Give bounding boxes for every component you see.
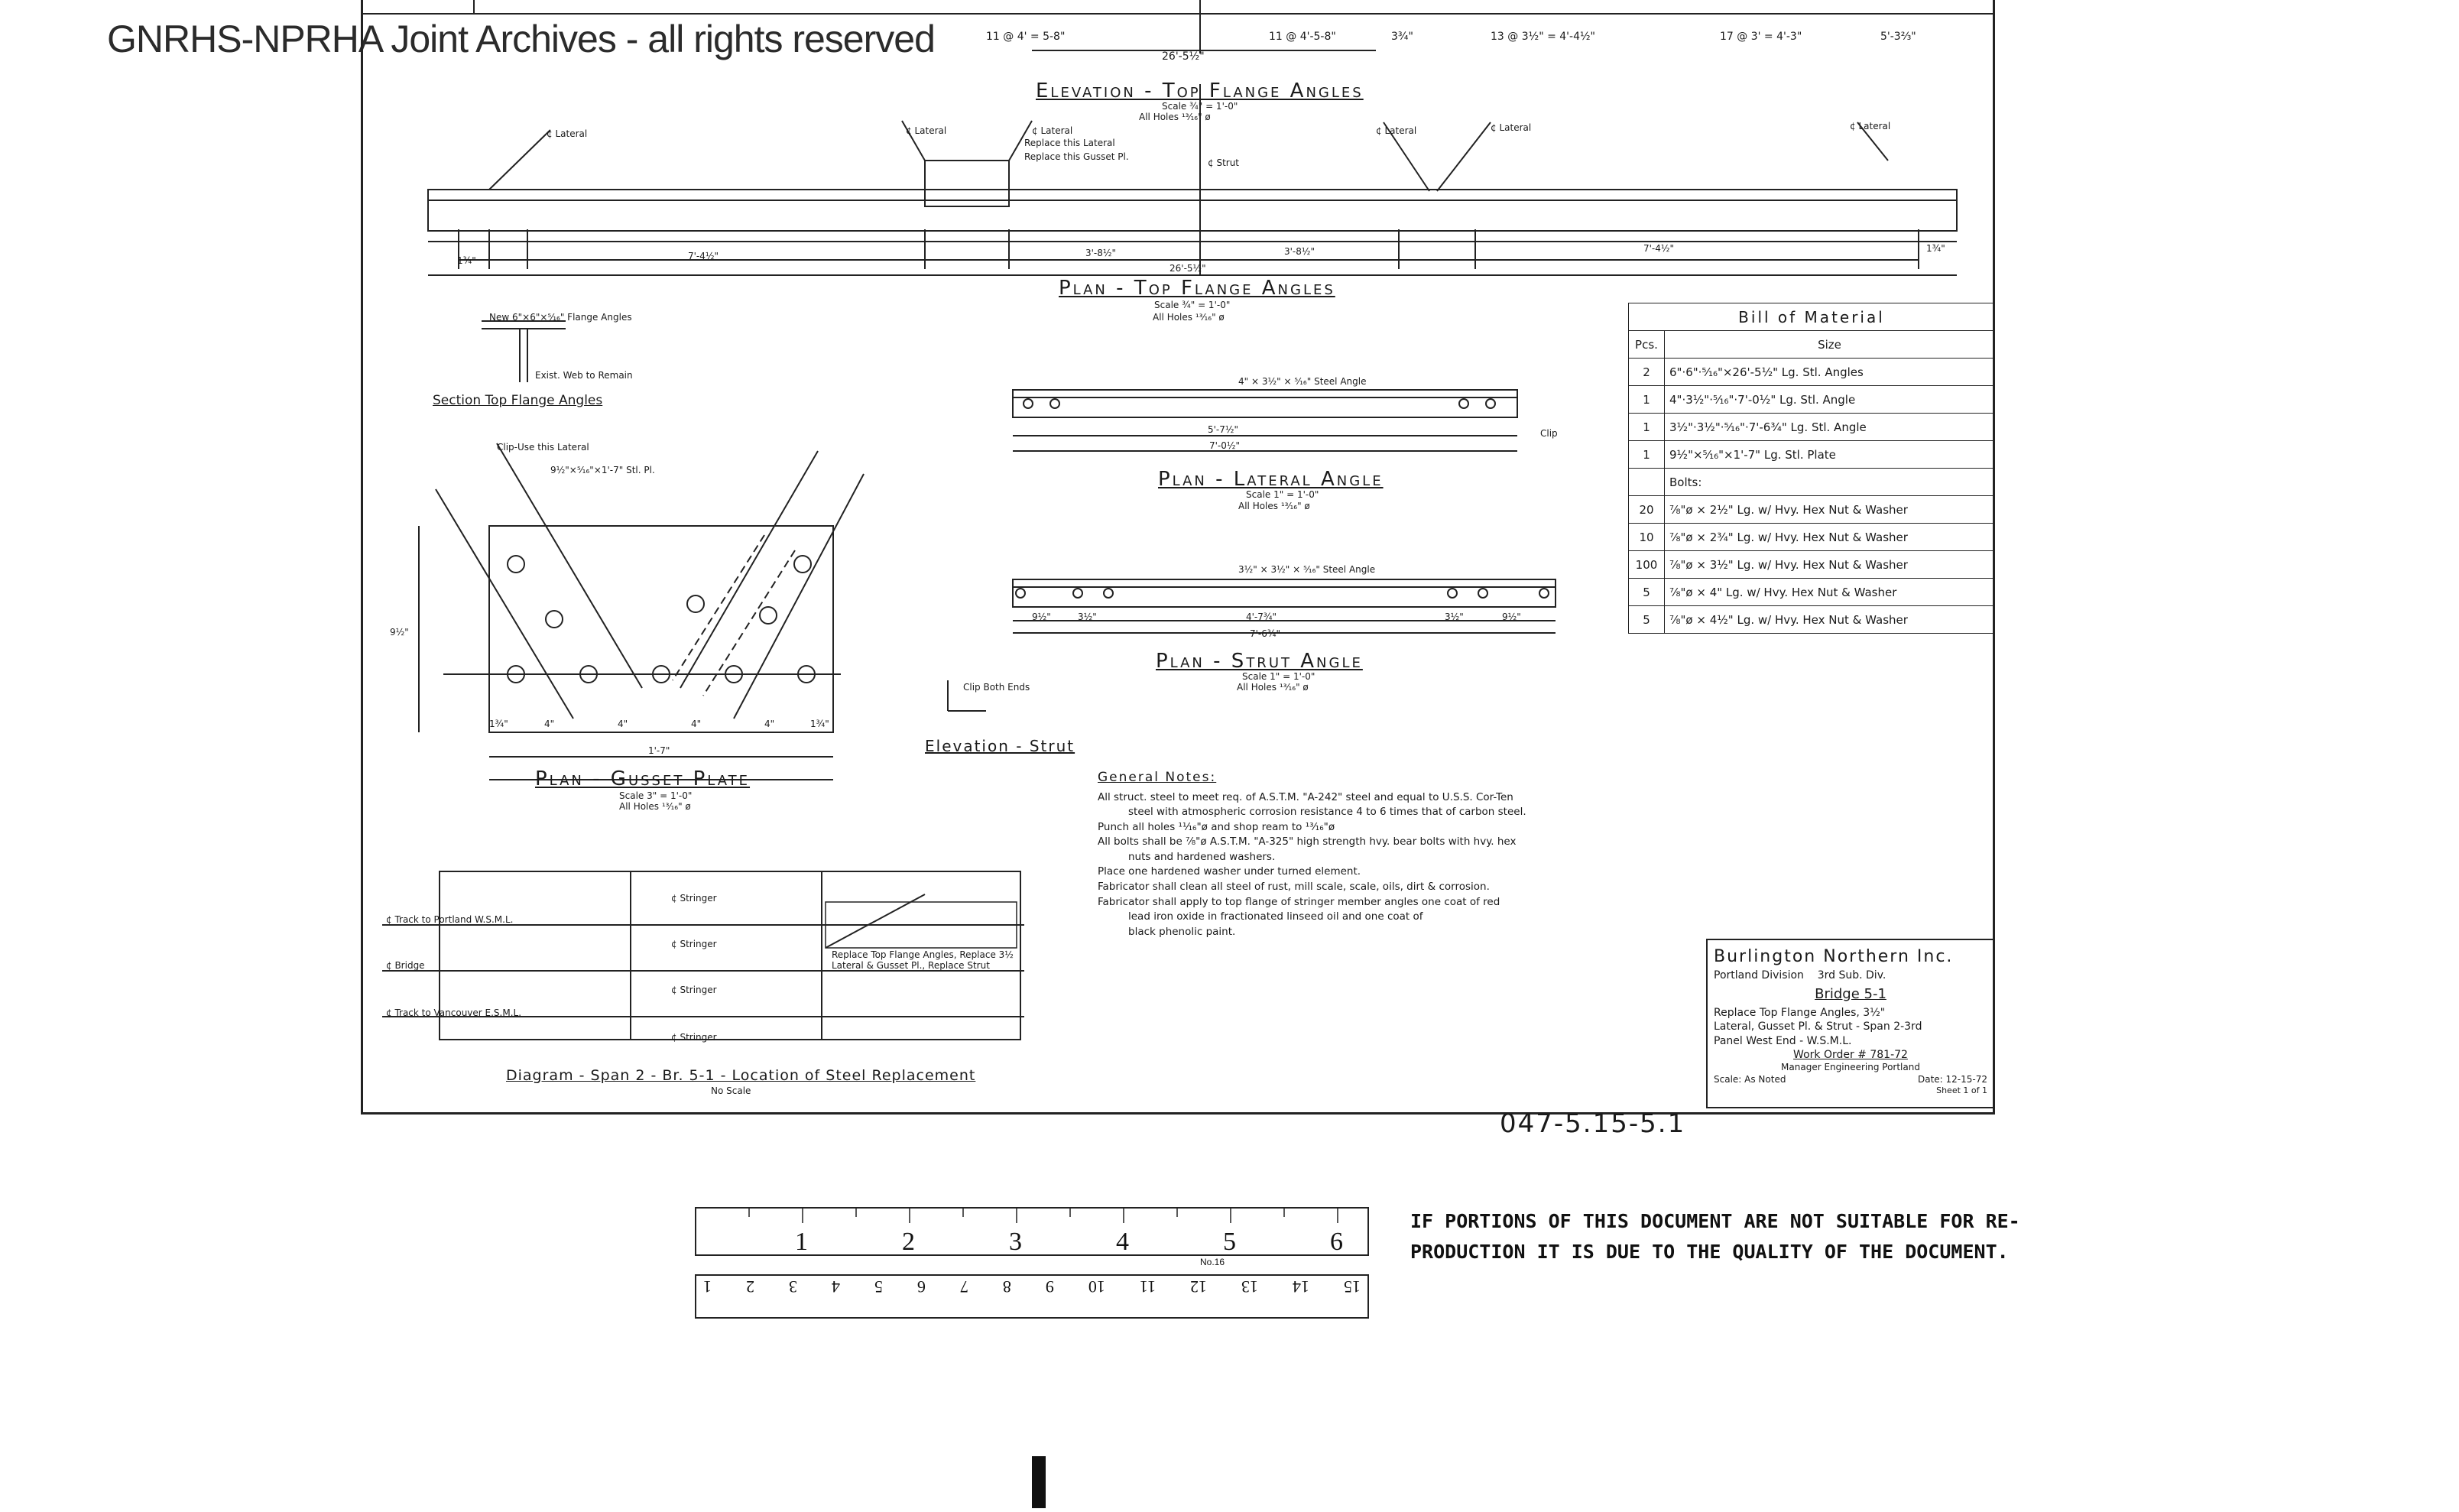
- ruler-number: 2: [902, 1228, 915, 1256]
- ruler-cm: 14: [1293, 1277, 1310, 1296]
- strut-angle-overall: 7'-6¾": [1250, 628, 1281, 639]
- ruler-cm: 2: [746, 1277, 755, 1296]
- track-portland-label: ¢ Track to Portland W.S.M.L.: [386, 914, 514, 925]
- gusset-hole: [760, 607, 777, 624]
- top-strip-dim: 17 @ 3' = 4'-3": [1720, 31, 1802, 43]
- ruler-bottom-numbers: [703, 1277, 1361, 1296]
- strut-angle-title: Plan - Strut Angle: [1156, 650, 1363, 673]
- ruler-cm: 13: [1241, 1277, 1259, 1296]
- elevation-holes: All Holes ¹³⁄₁₆" ø: [1139, 112, 1211, 122]
- subdivision: 3rd Sub. Div.: [1817, 969, 1886, 982]
- watermark: GNRHS-NPRHA Joint Archives - all rights reserved: [107, 18, 935, 60]
- ruler-cm: 11: [1139, 1277, 1157, 1296]
- bill-row: 20 ⁷⁄₈"ø × 2½" Lg. w/ Hvy. Hex Nut & Washer: [1629, 496, 1995, 524]
- stringer-label: ¢ Stringer: [671, 939, 717, 949]
- note-line: All bolts shall be ⁷⁄₈"ø A.S.T.M. "A-325" high strength hvy. bear bolts with hvy. hex: [1098, 835, 1517, 848]
- elevation-strut-clip: Clip Both Ends: [963, 682, 1030, 693]
- note-line: All struct. steel to meet req. of A.S.T.M. "A-242" steel and equal to U.S.S. Cor-Ten: [1098, 790, 1513, 803]
- strut-hole: [1478, 589, 1487, 598]
- desc-line: Lateral, Gusset Pl. & Strut - Span 2-3rd: [1714, 1020, 1922, 1033]
- plan-top-scale: Scale ¾" = 1'-0": [1154, 300, 1231, 310]
- stringer-label: ¢ Stringer: [671, 1032, 717, 1043]
- track-vancouver-label: ¢ Track to Vancouver E.S.M.L.: [386, 1007, 522, 1018]
- binding-mark: [1032, 1456, 1046, 1508]
- title-block: [1706, 939, 1995, 1108]
- ruler-number: 4: [1116, 1228, 1129, 1256]
- diagram-scale: No Scale: [711, 1085, 751, 1096]
- strut-angle-label: 3½" × 3½" × ⁵⁄₁₆" Steel Angle: [1238, 564, 1376, 575]
- elevation-dim: 7'-4½": [1643, 243, 1675, 254]
- work-order: Work Order # 781-72: [1793, 1048, 1908, 1061]
- ruler-cm: 8: [1002, 1277, 1011, 1296]
- replace-note: Replace Top Flange Angles, Replace 3½ Lateral & Gusset Pl., Replace Strut: [832, 949, 1014, 972]
- bill-row: 1 3½"·3½"·⁵⁄₁₆"·7'-6¾" Lg. Stl. Angle: [1629, 414, 1995, 441]
- bill-header-size: Size: [1665, 331, 1995, 359]
- elevation-dim: 1¾": [457, 255, 476, 266]
- note-line: lead iron oxide in fractionated linseed oil and one coat of: [1128, 910, 1423, 923]
- strut-angle-dim: 4'-7¾": [1246, 612, 1277, 622]
- ruler-cm: 6: [916, 1277, 926, 1296]
- strut-angle-dim: 3½": [1445, 612, 1464, 622]
- gusset-dim: 1¾": [489, 719, 508, 729]
- lateral-label: ¢ Lateral: [1850, 121, 1891, 131]
- strut-angle-outline: [1013, 579, 1556, 607]
- ruler-cm: 4: [831, 1277, 840, 1296]
- lateral-label: ¢ Lateral: [547, 128, 588, 139]
- quality-note-line: IF PORTIONS OF THIS DOCUMENT ARE NOT SUITABLE FOR RE-: [1410, 1210, 2020, 1232]
- bridge-label: ¢ Bridge: [386, 960, 425, 971]
- gusset-dim: 4": [764, 719, 775, 729]
- ruler-number: 1: [795, 1228, 808, 1256]
- gusset-overall: 1'-7": [648, 745, 670, 756]
- top-strip-dim: 5'-3⅔": [1880, 31, 1916, 43]
- bill-header-pcs: Pcs.: [1629, 331, 1665, 359]
- elevation-strut-title: Elevation - Strut: [925, 737, 1075, 755]
- lateral-angle-clip: Clip: [1540, 428, 1558, 439]
- gusset-dim: 4": [544, 719, 555, 729]
- quality-note-line: PRODUCTION IT IS DUE TO THE QUALITY OF THE DOCUMENT.: [1410, 1241, 2009, 1263]
- gusset-dim: 4": [691, 719, 702, 729]
- lateral-label: ¢ Lateral: [1032, 125, 1073, 136]
- section-title: Section Top Flange Angles: [433, 393, 603, 408]
- lateral-label: ¢ Lateral: [906, 125, 947, 136]
- bill-row: 100 ⁷⁄₈"ø × 3½" Lg. w/ Hvy. Hex Nut & Washer: [1629, 551, 1995, 579]
- ruler-cm: 5: [874, 1277, 883, 1296]
- lateral-angle-dim-outer: 7'-0½": [1209, 440, 1241, 451]
- lateral-angle-title: Plan - Lateral Angle: [1158, 468, 1384, 491]
- desc-line: Panel West End - W.S.M.L.: [1714, 1034, 1852, 1047]
- gusset-holes: All Holes ¹³⁄₁₆" ø: [619, 801, 691, 812]
- gusset-dim: 4": [618, 719, 628, 729]
- stringer-label: ¢ Stringer: [671, 893, 717, 904]
- elevation-dim: 3'-8½": [1085, 248, 1117, 258]
- strut-angle-dim: 3½": [1078, 612, 1097, 622]
- strut-angle-dim: 9½": [1032, 612, 1051, 622]
- top-strip-dim: 3¾": [1391, 31, 1413, 43]
- ruler-cm: 12: [1190, 1277, 1208, 1296]
- tb-sheet: Sheet 1 of 1: [1936, 1085, 1987, 1096]
- note-line: Fabricator shall clean all steel of rust, mill scale, scale, oils, dirt & corrosion.: [1098, 881, 1490, 894]
- tb-date: Date: 12-15-72: [1917, 1073, 1987, 1085]
- note-line: Place one hardened washer under turned element.: [1098, 865, 1361, 878]
- gusset-hole: [508, 556, 524, 573]
- diagram-title: Diagram - Span 2 - Br. 5-1 - Location of Steel Replacement: [506, 1067, 976, 1084]
- strut-angle-scale: Scale 1" = 1'-0": [1242, 671, 1315, 682]
- drawing-number: 047-5.15-5.1: [1500, 1108, 1686, 1139]
- gusset-left-dim: 9½": [390, 627, 409, 638]
- plan-top-holes: All Holes ¹³⁄₁₆" ø: [1153, 312, 1225, 323]
- ruler-cm: 9: [1045, 1277, 1054, 1296]
- ruler-ticks: [749, 1208, 1338, 1223]
- replace-gusset-label: Replace this Gusset Pl.: [1024, 151, 1129, 162]
- gusset-hole: [794, 556, 811, 573]
- lateral-angle-label: 4" × 3½" × ⁵⁄₁₆" Steel Angle: [1238, 376, 1367, 387]
- ruler-maker: No.16: [1200, 1257, 1225, 1267]
- company-name: Burlington Northern Inc.: [1714, 947, 1954, 966]
- gusset-plate-size: 9½"×⁵⁄₁₆"×1'-7" Stl. Pl.: [550, 465, 655, 475]
- section-exist: Exist. Web to Remain: [535, 370, 633, 381]
- lateral-hole: [1486, 399, 1495, 408]
- gusset-clip-note: Clip-Use this Lateral: [497, 442, 589, 453]
- lateral-label: ¢ Lateral: [1491, 122, 1532, 133]
- strut-hole: [1104, 589, 1113, 598]
- top-strip-dim: 11 @ 4' = 5-8": [986, 31, 1066, 43]
- strut-hole: [1016, 589, 1025, 598]
- bill-row: 10 ⁷⁄₈"ø × 2¾" Lg. w/ Hvy. Hex Nut & Washer: [1629, 524, 1995, 551]
- strut-angle-dim: 9½": [1502, 612, 1521, 622]
- top-strip-dim: 11 @ 4'-5-8": [1269, 31, 1336, 43]
- elevation-dim: 1¾": [1926, 243, 1945, 254]
- ruler-cm: 1: [703, 1277, 712, 1296]
- note-line: steel with atmospheric corrosion resistance 4 to 6 times that of carbon steel.: [1128, 806, 1526, 819]
- gusset-hole: [687, 595, 704, 612]
- bill-row: 1 4"·3½"·⁵⁄₁₆"·7'-0½" Lg. Stl. Angle: [1629, 386, 1995, 414]
- ruler-cm: 10: [1088, 1277, 1105, 1296]
- desc-line: Replace Top Flange Angles, 3½": [1714, 1007, 1886, 1020]
- ruler-cm: 15: [1344, 1277, 1361, 1296]
- ruler-cm: 7: [959, 1277, 968, 1296]
- lateral-angle-outline: [1013, 390, 1517, 417]
- gusset-title: Plan - Gusset Plate: [535, 767, 751, 790]
- strut-hole: [1448, 589, 1457, 598]
- elevation-scale: Scale ¾" = 1'-0": [1162, 101, 1238, 112]
- note-line: Fabricator shall apply to top flange of stringer member angles one coat of red: [1098, 895, 1500, 908]
- lateral-hole: [1459, 399, 1468, 408]
- quality-note: [1410, 1206, 2020, 1267]
- ruler-number: 3: [1009, 1228, 1022, 1256]
- gusset-hole: [546, 611, 563, 628]
- strut-hole: [1073, 589, 1082, 598]
- elevation-title: Elevation - Top Flange Angles: [1036, 79, 1364, 102]
- strut-hole: [1539, 589, 1549, 598]
- note-line: black phenolic paint.: [1128, 925, 1236, 938]
- strut-label: ¢ Strut: [1208, 157, 1240, 168]
- bill-row: 1 9½"×⁵⁄₁₆"×1'-7" Lg. Stl. Plate: [1629, 441, 1995, 469]
- gusset-dim: 1¾": [810, 719, 829, 729]
- strut-angle-holes: All Holes ¹³⁄₁₆" ø: [1237, 682, 1309, 693]
- bill-row: 5 ⁷⁄₈"ø × 4" Lg. w/ Hvy. Hex Nut & Washer: [1629, 579, 1995, 606]
- lateral-angle-holes: All Holes ¹³⁄₁₆" ø: [1238, 501, 1310, 511]
- bill-of-material: [1628, 303, 1995, 634]
- lateral-hole: [1050, 399, 1059, 408]
- top-strip-overall: 26'-5½": [1162, 50, 1205, 63]
- bill-row: 5 ⁷⁄₈"ø × 4½" Lg. w/ Hvy. Hex Nut & Washer: [1629, 606, 1995, 634]
- section-new-angles: New 6"×6"×⁵⁄₁₆" Flange Angles: [489, 312, 632, 323]
- lateral-label: ¢ Lateral: [1376, 125, 1417, 136]
- manager: Manager Engineering Portland: [1781, 1061, 1920, 1072]
- replace-lateral-label: Replace this Lateral: [1024, 138, 1115, 148]
- plan-top-title: Plan - Top Flange Angles: [1059, 277, 1335, 300]
- lateral-angle-scale: Scale 1" = 1'-0": [1246, 489, 1319, 500]
- elevation-overall: 26'-5½": [1169, 263, 1206, 274]
- bill-row: 2 6"·6"·⁵⁄₁₆"×26'-5½" Lg. Stl. Angles: [1629, 359, 1995, 386]
- ruler-number: 6: [1330, 1228, 1343, 1256]
- elevation-dim: 3'-8½": [1284, 246, 1315, 257]
- tb-scale: Scale: As Noted: [1714, 1073, 1786, 1085]
- notes-title: General Notes:: [1098, 770, 1217, 785]
- bill-row: Bolts:: [1629, 469, 1995, 496]
- bill-title: Bill of Material: [1629, 303, 1995, 331]
- top-strip-dim: 13 @ 3½" = 4'-4½": [1491, 31, 1595, 43]
- note-line: Punch all holes ¹¹⁄₁₆"ø and shop ream to ¹³⁄₁₆"ø: [1098, 820, 1335, 833]
- elevation-flange-angle: [428, 190, 1957, 231]
- lateral-hole: [1024, 399, 1033, 408]
- ruler-cm: 3: [789, 1277, 797, 1296]
- division: Portland Division: [1714, 969, 1804, 982]
- elevation-dim: 7'-4½": [688, 251, 719, 261]
- ruler-number: 5: [1223, 1228, 1236, 1256]
- lateral-angle-dim-inner: 5'-7½": [1208, 424, 1239, 435]
- note-line: nuts and hardened washers.: [1128, 850, 1276, 863]
- gusset-scale: Scale 3" = 1'-0": [619, 790, 693, 801]
- general-notes: [1098, 768, 1694, 939]
- bridge-number: Bridge 5-1: [1815, 985, 1886, 1002]
- stringer-label: ¢ Stringer: [671, 985, 717, 995]
